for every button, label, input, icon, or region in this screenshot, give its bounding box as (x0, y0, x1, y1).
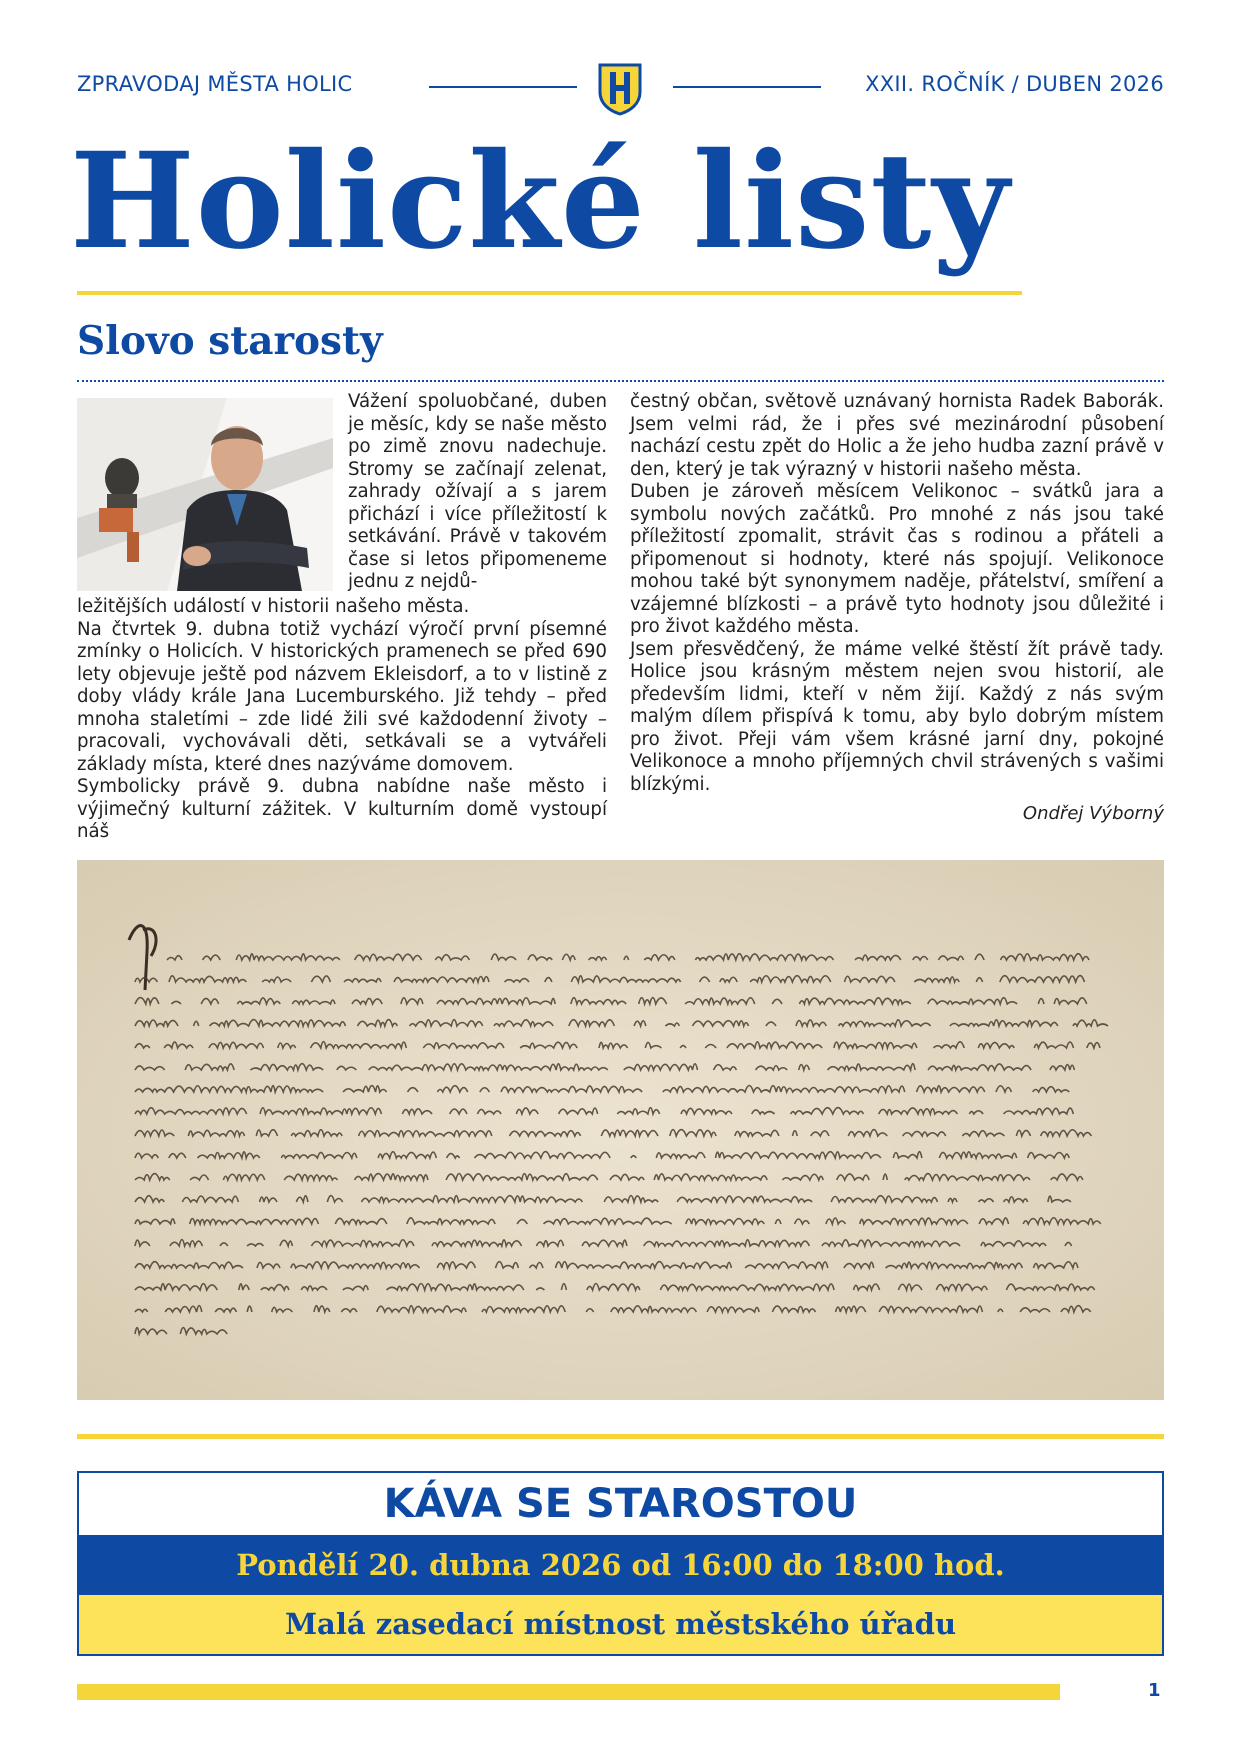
article-column-a-bottom (77, 596, 607, 844)
article-paragraph: Na čtvrtek 9. dubna totiž vychází výročí první písemné zmínky o Holicích. V historických pramenech se před 690 lety objevuje ještě pod názvem Ekleisdorf, a to v listině z doby vlády krále Jana Lucemburského. Již tehdy – před mnoha staletími – zde lidé žili své každodenní životy – pracovali, vychovávali děti, setkávali se a vytvářeli základy místa, které dnes nazýváme domovem. (77, 618, 607, 775)
issue-header (77, 72, 1164, 104)
mayor-photo (77, 398, 333, 591)
article-paragraph: Duben je zároveň měsícem Velikonoc – svátků jara a symbolu nových začátků. Pro mnohé z nás jsou také příležitostí zpomalit, strávit čas s rodinou a přáteli a připomenout si hodnoty, které nás spojují. Velikonoce mohou také být synonymem naděje, přátelství, smíření a vzájemné blízkosti – a právě tyto hodnoty jsou důležité i pro život každého města. (630, 481, 1164, 637)
event-announcement (77, 1471, 1164, 1656)
masthead-rule (77, 291, 1022, 295)
page-number: 1 (1148, 1680, 1161, 1701)
issue-info: XXII. ROČNÍK / DUBEN 2026 (865, 72, 1164, 96)
footer-rule (77, 1684, 1060, 1700)
article-signature: Ondřej Výborný (1022, 803, 1164, 824)
article-paragraph: čestný občan, světově uznávaný hornista Radek Baborák. Jsem velmi rád, že i přes své mezinárodní působení nachází cestu zpět do Holic a že jeho hudba zazní právě v den, který je tak výrazný v historii našeho města. (630, 391, 1164, 480)
event-title: KÁVA SE STAROSTOU (383, 1481, 858, 1527)
article-column-a-top (348, 391, 607, 594)
article-column-b (630, 391, 1164, 796)
article-paragraph: ležitějších událostí v historii našeho města. (77, 596, 470, 617)
masthead-title: Holické listy (70, 124, 1011, 279)
article-title: Slovo starosty (77, 318, 383, 364)
section-rule (77, 1434, 1164, 1439)
article-paragraph: Jsem přesvědčený, že máme velké štěstí žít právě tady. Holice jsou krásným městem nejen svou historií, ale především lidmi, kteří v něm žijí. Každý z nás svým malým dílem přispívá k tomu, aby bylo dobrým místem pro život. Přeji vám všem krásné jarní dny, pokojné Velikonoce a mnoho příjemných chvil strávených s vašimi blízkými. (630, 638, 1164, 795)
header-rule-left (429, 86, 577, 88)
historic-manuscript-image (77, 860, 1164, 1400)
dotted-divider (77, 380, 1164, 382)
article-paragraph: Vážení spoluobčané, duben je měsíc, kdy se naše město po zimě znovu nadechuje. Stromy se začínají zelenat, zahrady ožívají a s jarem přichází i více příležitostí k setkávání. Právě v takovém čase si letos připomeneme jednu z nejdů- (348, 391, 607, 592)
event-place: Malá zasedací místnost městského úřadu (79, 1595, 1162, 1654)
town-crest-icon (597, 62, 643, 116)
event-date: Pondělí 20. dubna 2026 od 16:00 do 18:00 hod. (79, 1535, 1162, 1595)
publication-label: ZPRAVODAJ MĚSTA HOLIC (77, 72, 353, 96)
header-rule-right (673, 86, 821, 88)
article-paragraph: Symbolicky právě 9. dubna nabídne naše město i výjimečný kulturní zážitek. V kulturním domě vystoupí náš (77, 776, 607, 842)
